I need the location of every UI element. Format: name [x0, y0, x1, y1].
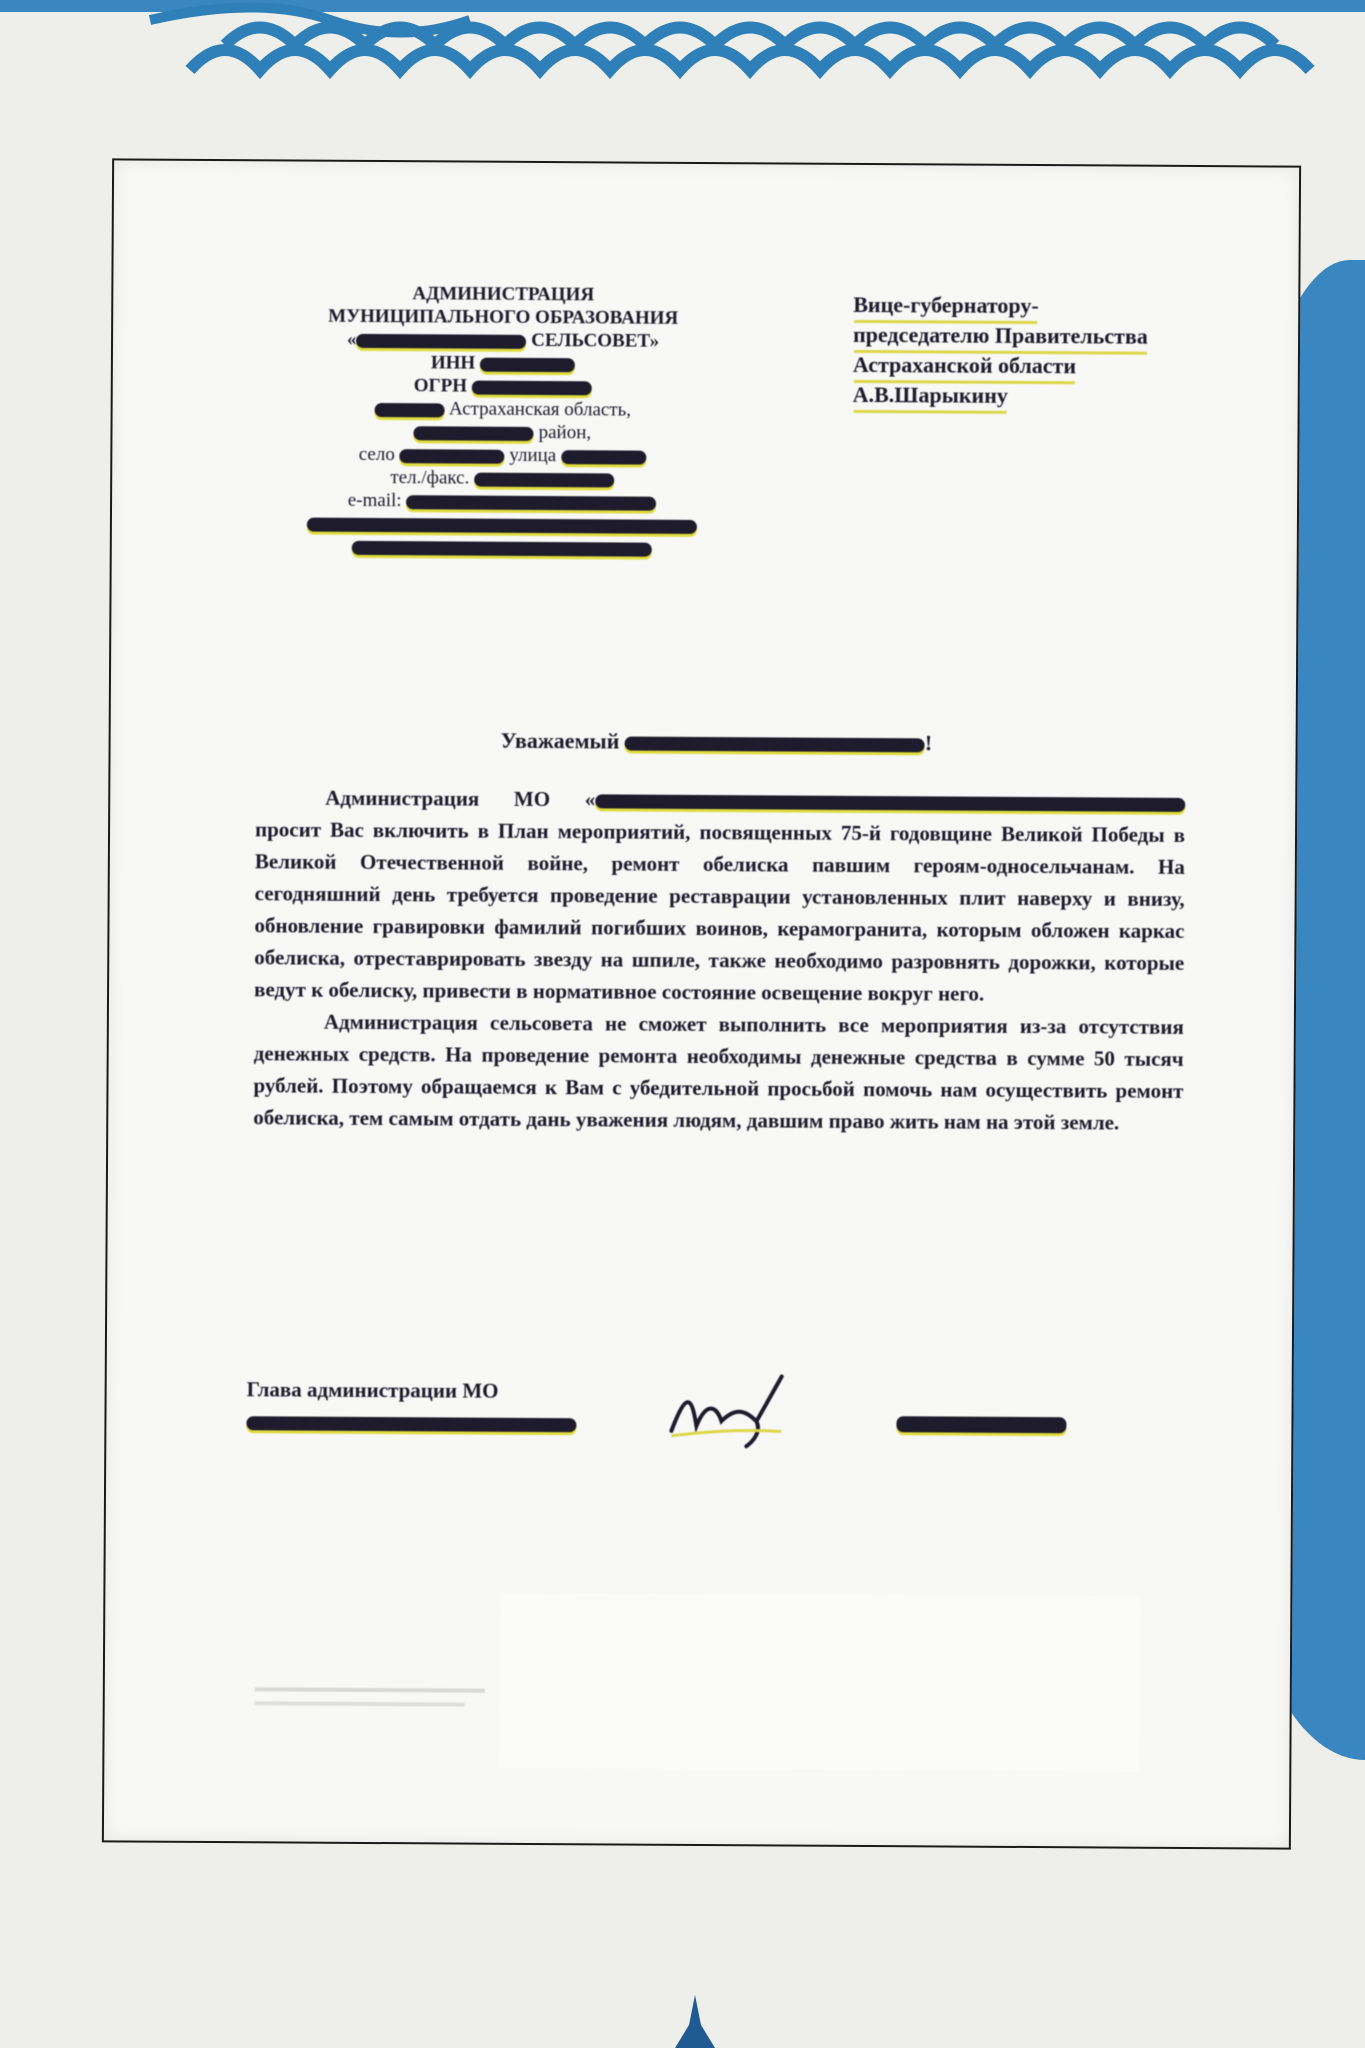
sender-ogrn: [253, 373, 753, 399]
sender-email: [252, 488, 752, 514]
redaction-mark: [352, 540, 652, 556]
recipient-line-1: Вице-губернатору-: [853, 290, 1039, 321]
sender-phone: [252, 465, 752, 491]
redaction-mark: [356, 334, 526, 349]
redaction-mark: [414, 426, 534, 441]
signoff-block: [246, 1373, 576, 1439]
faint-background-text: [255, 1681, 485, 1716]
sender-letterhead: [252, 281, 754, 560]
redaction-mark: [896, 1417, 1066, 1434]
letter-page: [102, 158, 1301, 1849]
sender-region: [253, 396, 753, 422]
recipient-line-3: Астраханской области: [853, 350, 1076, 381]
blank-panel: [499, 1593, 1140, 1772]
redaction-mark: [480, 357, 575, 372]
recipient-block: [853, 290, 1234, 412]
sender-address: [252, 442, 752, 468]
street-label: улица: [509, 444, 557, 467]
body-p1-start: Администрация МО «: [325, 785, 596, 812]
redaction-mark: [374, 403, 444, 417]
district-text: район,: [538, 421, 592, 444]
redaction-mark: [472, 380, 592, 395]
body-paragraph-1: [254, 781, 1185, 1011]
redaction-mark: [307, 517, 697, 533]
body-p1-text: просит Вас включить в План мероприятий, посвященных 75-й годовщине Великой Победы в Великой Отечественной войне, ремонт обелиска павшим героям-односельчанам. На сегодняшний день требуется проведение реставрации установленных плит наверху и внизу, обновление гравировки фамилий погибших воинов, керамогранита, которым обложен каркас обелиска, отреставрировать звезду на шпиле, также необходимо разровнять дорожки, которые ведут к обелиску, привести в нормативное состояние освещение вокруг него.: [254, 817, 1186, 1006]
email-label: e-mail:: [347, 489, 402, 512]
decorative-wave-band: [0, 0, 1365, 90]
inn-label: ИНН: [430, 352, 476, 374]
signoff-title: Глава администрации МО: [246, 1377, 499, 1403]
sender-district: [252, 419, 752, 445]
bottom-emblem-icon: [655, 1995, 735, 2048]
redaction-mark: [246, 1416, 576, 1432]
body-paragraph-2: Администрация сельсовета не сможет выполнить все мероприятия из-за отсутствия денежных средств. На проведение ремонта необходимы денежные средства в сумме 50 тысяч рублей. Поэтому обращаемся к Вам с убедительной просьбой помочь нам осуществить ремонт обелиска, тем самым отдать дань уважения людям, давшим право жить нам на этой земле.: [253, 1009, 1184, 1135]
signoff-org: [246, 1405, 576, 1439]
village-label: село: [358, 443, 395, 466]
redaction-mark: [474, 472, 614, 487]
redaction-mark: [595, 795, 1185, 813]
sender-line-2: МУНИЦИПАЛЬНОГО ОБРАЗОВАНИЯ: [328, 305, 679, 329]
redaction-mark: [400, 449, 505, 464]
sender-line-3: « СЕЛЬСОВЕТ»: [346, 328, 660, 352]
phone-label: тел./факс.: [390, 467, 470, 489]
signatory-name: [896, 1415, 1066, 1434]
sender-inn: [253, 350, 753, 376]
redaction-mark: [561, 450, 646, 465]
letter-body: [253, 781, 1185, 1139]
handwritten-signature: [661, 1371, 801, 1452]
sender-redacted-line: [252, 534, 752, 560]
sender-line-3-text: СЕЛЬСОВЕТ»: [531, 329, 660, 352]
redaction-mark: [625, 736, 925, 752]
recipient-line-2: председателю Правительства: [853, 320, 1148, 352]
region-text: Астраханская область,: [448, 398, 632, 421]
salutation-prefix: Уважаемый: [500, 727, 620, 754]
salutation: [501, 728, 933, 757]
redaction-mark: [406, 495, 656, 511]
sender-line-1: АДМИНИСТРАЦИЯ: [412, 283, 595, 306]
salutation-suffix: !: [924, 730, 933, 756]
sender-redacted-line: [252, 511, 752, 537]
recipient-line-4: А.В.Шарыкину: [853, 380, 1008, 411]
ogrn-label: ОГРН: [413, 375, 468, 397]
